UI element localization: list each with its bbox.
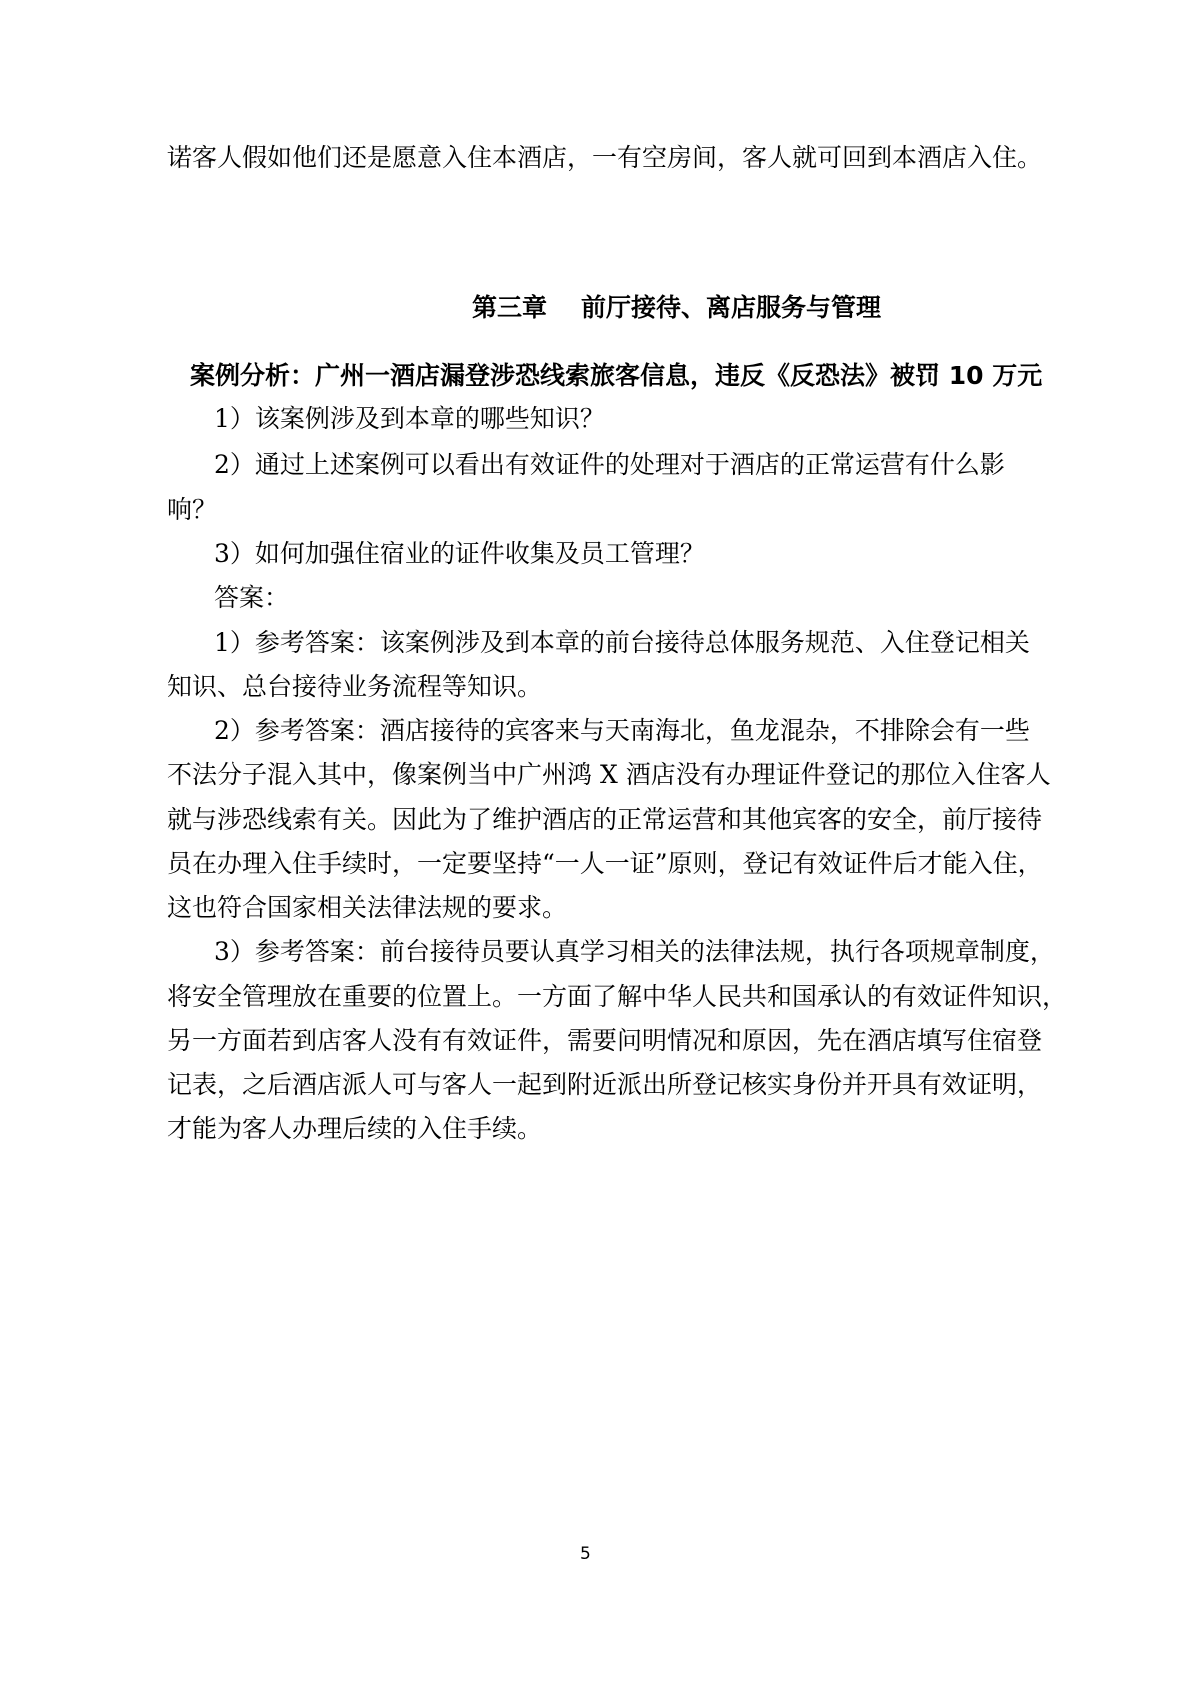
carryover-paragraph-line: 诺客人假如他们还是愿意入住本酒店，一有空房间，客人就可回到本酒店入住。 xyxy=(167,143,1043,172)
chapter-number: 第三章 xyxy=(472,293,548,322)
answer-2-line-3: 就与涉恐线索有关。因此为了维护酒店的正常运营和其他宾客的安全，前厅接待 xyxy=(167,805,1043,834)
answer-2-line-4: 员在办理入住手续时，一定要坚持“一人一证”原则，登记有效证件后才能入住， xyxy=(167,849,1043,878)
chapter-title: 前厅接待、离店服务与管理 xyxy=(581,293,882,322)
answer-2-line-5: 这也符合国家相关法律法规的要求。 xyxy=(167,893,568,922)
chapter-heading xyxy=(472,293,881,323)
answer-1-line-1: 1）参考答案：该案例涉及到本章的前台接待总体服务规范、入住登记相关 xyxy=(214,628,1030,657)
answer-3-line-4: 记表，之后酒店派人可与客人一起到附近派出所登记核实身份并开具有效证明， xyxy=(167,1070,1043,1099)
question-3: 3）如何加强住宿业的证件收集及员工管理？ xyxy=(214,539,705,568)
page-number: 5 xyxy=(580,1544,591,1564)
answer-3-line-3: 另一方面若到店客人没有有效证件，需要问明情况和原因，先在酒店填写住宿登 xyxy=(167,1026,1043,1055)
question-2-line-1: 2）通过上述案例可以看出有效证件的处理对于酒店的正常运营有什么影 xyxy=(214,450,1005,479)
answer-label: 答案： xyxy=(214,583,290,612)
question-1: 1）该案例涉及到本章的哪些知识？ xyxy=(214,404,605,433)
answer-3-line-5: 才能为客人办理后续的入住手续。 xyxy=(167,1114,543,1143)
question-2-line-2: 响？ xyxy=(167,495,218,524)
answer-3-line-2: 将安全管理放在重要的位置上。一方面了解中华人民共和国承认的有效证件知识， xyxy=(167,982,1068,1011)
case-title: 案例分析：广州一酒店漏登涉恐线索旅客信息，违反《反恐法》被罚 10 万元 xyxy=(190,361,1043,390)
answer-2-line-1: 2）参考答案：酒店接待的宾客来与天南海北，鱼龙混杂，不排除会有一些 xyxy=(214,716,1030,745)
answer-1-line-2: 知识、总台接待业务流程等知识。 xyxy=(167,672,543,701)
answer-3-line-1: 3）参考答案：前台接待员要认真学习相关的法律法规，执行各项规章制度， xyxy=(214,937,1055,966)
answer-2-line-2: 不法分子混入其中，像案例当中广州鸿 X 酒店没有办理证件登记的那位入住客人 xyxy=(167,760,1051,789)
